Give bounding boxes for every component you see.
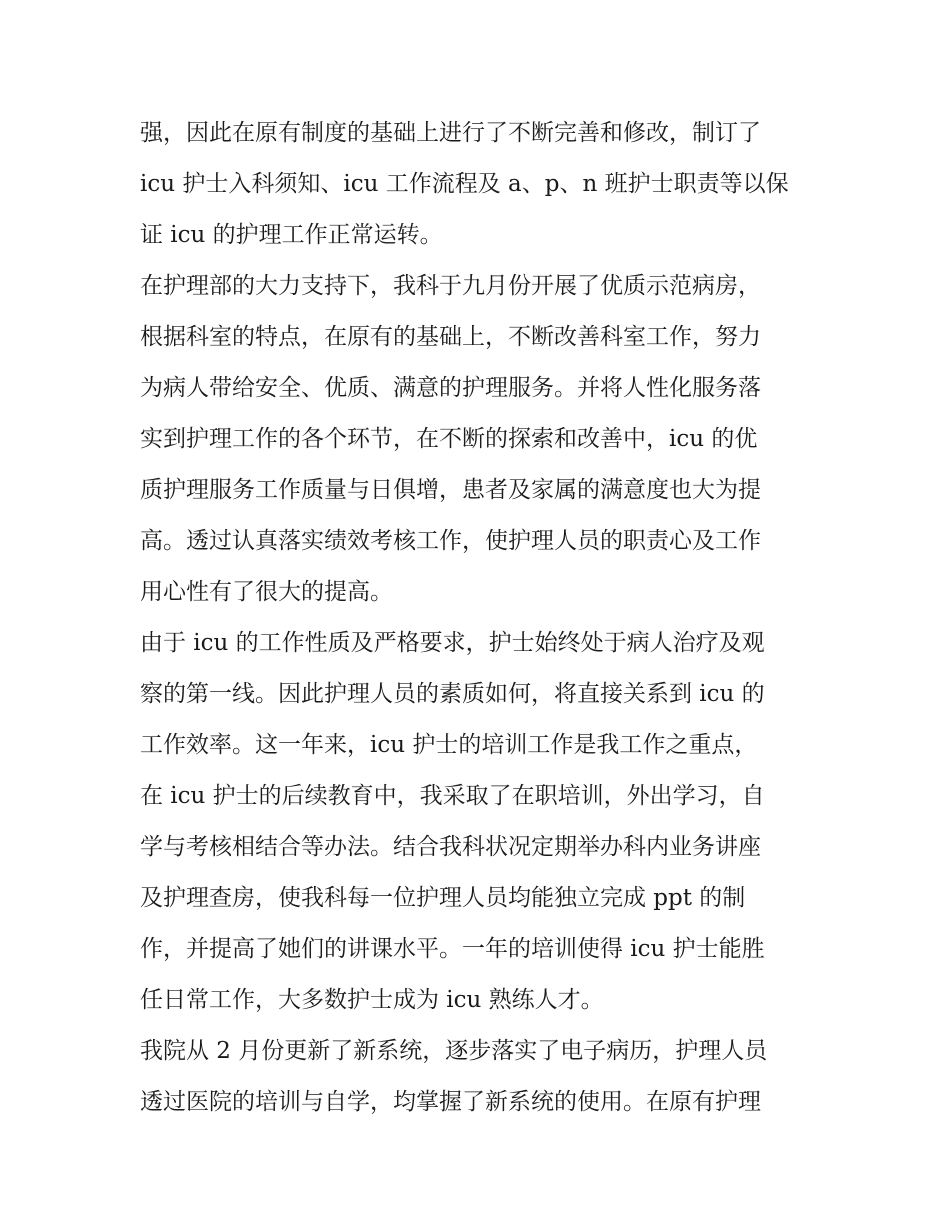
text-line: 在护理部的大力支持下，我科于九月份开展了优质示范病房， [140, 273, 761, 299]
text-line: icu 护士入科须知、icu 工作流程及 a、p、n 班护士职责等以保 [140, 171, 789, 197]
text-line: 学与考核相结合等办法。结合我科状况定期举办科内业务讲座 [140, 834, 761, 860]
text-line: 用心性有了很大的提高。 [140, 579, 393, 605]
text-line: 察的第一线。因此护理人员的素质如何，将直接关系到 icu 的 [140, 681, 765, 707]
text-line: 由于 icu 的工作性质及严格要求，护士始终处于病人治疗及观 [140, 630, 765, 656]
paragraph-4 [140, 1026, 820, 1128]
paragraph-2 [140, 261, 820, 618]
text-line: 为病人带给安全、优质、满意的护理服务。并将人性化服务落 [140, 375, 761, 401]
text-line: 透过医院的培训与自学，均掌握了新系统的使用。在原有护理 [140, 1089, 761, 1115]
text-line: 实到护理工作的各个环节，在不断的探索和改善中，icu 的优 [140, 426, 758, 452]
text-line: 工作效率。这一年来，icu 护士的培训工作是我工作之重点， [140, 732, 758, 758]
text-line: 证 icu 的护理工作正常运转。 [140, 222, 443, 248]
paragraph-1 [140, 108, 820, 261]
paragraph-3 [140, 618, 820, 1026]
document-body [140, 108, 820, 1128]
text-line: 质护理服务工作质量与日俱增，患者及家属的满意度也大为提 [140, 477, 761, 503]
text-line: 及护理查房，使我科每一位护理人员均能独立完成 ppt 的制 [140, 885, 746, 911]
text-line: 强，因此在原有制度的基础上进行了不断完善和修改，制订了 [140, 120, 761, 146]
text-line: 任日常工作，大多数护士成为 icu 熟练人才。 [140, 987, 604, 1013]
text-line: 作，并提高了她们的讲课水平。一年的培训使得 icu 护士能胜 [140, 936, 765, 962]
text-line: 我院从 2 月份更新了新系统，逐步落实了电子病历，护理人员 [140, 1038, 768, 1064]
text-line: 高。透过认真落实绩效考核工作，使护理人员的职责心及工作 [140, 528, 761, 554]
text-line: 在 icu 护士的后续教育中，我采取了在职培训，外出学习，自 [140, 783, 765, 809]
text-line: 根据科室的特点，在原有的基础上，不断改善科室工作，努力 [140, 324, 761, 350]
